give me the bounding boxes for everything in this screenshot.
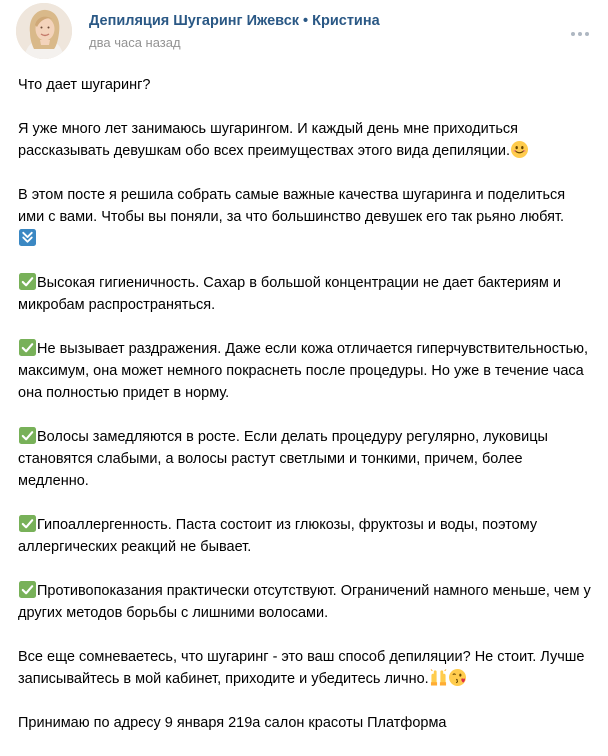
- post-author-link[interactable]: Депиляция Шугаринг Ижевск • Кристина: [89, 13, 380, 29]
- double-down-arrow-icon: [19, 229, 36, 246]
- benefit-text: Высокая гигиеничность. Сахар в большой концентрации не дает бактериям и микробам распространяться.: [18, 275, 561, 313]
- check-mark-icon: [19, 339, 36, 356]
- post-paragraph-3: [18, 646, 592, 690]
- paragraph-text: Я уже много лет занимаюсь шугарингом. И каждый день мне приходиться рассказывать девушкам обо всех преимуществах этого вида депиляции.: [18, 121, 519, 159]
- post-header: [16, 3, 592, 59]
- post-benefit-4: [18, 514, 592, 558]
- more-icon[interactable]: [570, 25, 590, 33]
- check-mark-icon: [19, 273, 36, 290]
- post-benefit-2: [18, 338, 592, 404]
- paragraph-text: Что дает шугаринг?: [18, 77, 151, 93]
- paragraph-text: Принимаю по адресу 9 января 219а салон красоты Платформа: [18, 715, 447, 731]
- paragraph-text: В этом посте я решила собрать самые важные качества шугаринга и поделиться ими с вами. Чтобы вы поняли, за что большинство девушек его так рьяно любят.: [18, 187, 566, 225]
- post-paragraph-intro: [18, 74, 592, 96]
- raised-hands-icon: [430, 669, 447, 686]
- face-blowing-kiss-icon: [449, 669, 466, 686]
- check-mark-icon: [19, 515, 36, 532]
- post-benefit-1: [18, 272, 592, 316]
- benefit-text: Противопоказания практически отсутствуют. Ограничений намного меньше, чем у других методов борьбы с лишними волосами.: [18, 583, 591, 621]
- paragraph-text: Все еще сомневаетесь, что шугаринг - это ваш способ депиляции? Не стоит. Лучше записывайтесь в мой кабинет, приходите и убедитесь лично.: [18, 649, 585, 687]
- smiling-face-icon: [511, 141, 528, 158]
- post-time[interactable]: два часа назад: [89, 35, 181, 50]
- benefit-text: Волосы замедляются в росте. Если делать процедуру регулярно, луковицы становятся слабыми, а волосы растут светлыми и тонкими, причем, более медленно.: [18, 429, 548, 489]
- benefit-text: Не вызывает раздражения. Даже если кожа отличается гиперчувствительностью, максимум, она может немного покраснеть после процедуры. Но уже в течение часа она полностью придет в норму.: [18, 341, 589, 401]
- post-benefit-3: [18, 426, 592, 492]
- avatar[interactable]: [16, 3, 72, 59]
- avatar-photo-icon: [16, 3, 72, 59]
- post-paragraph-2: [18, 184, 592, 250]
- check-mark-icon: [19, 581, 36, 598]
- check-mark-icon: [19, 427, 36, 444]
- benefit-text: Гипоаллергенность. Паста состоит из глюкозы, фруктозы и воды, поэтому аллергических реакций не бывает.: [18, 517, 538, 555]
- post-text: [18, 74, 592, 756]
- post-paragraph-4: [18, 712, 592, 734]
- post-paragraph-1: [18, 118, 592, 162]
- post-benefit-5: [18, 580, 592, 624]
